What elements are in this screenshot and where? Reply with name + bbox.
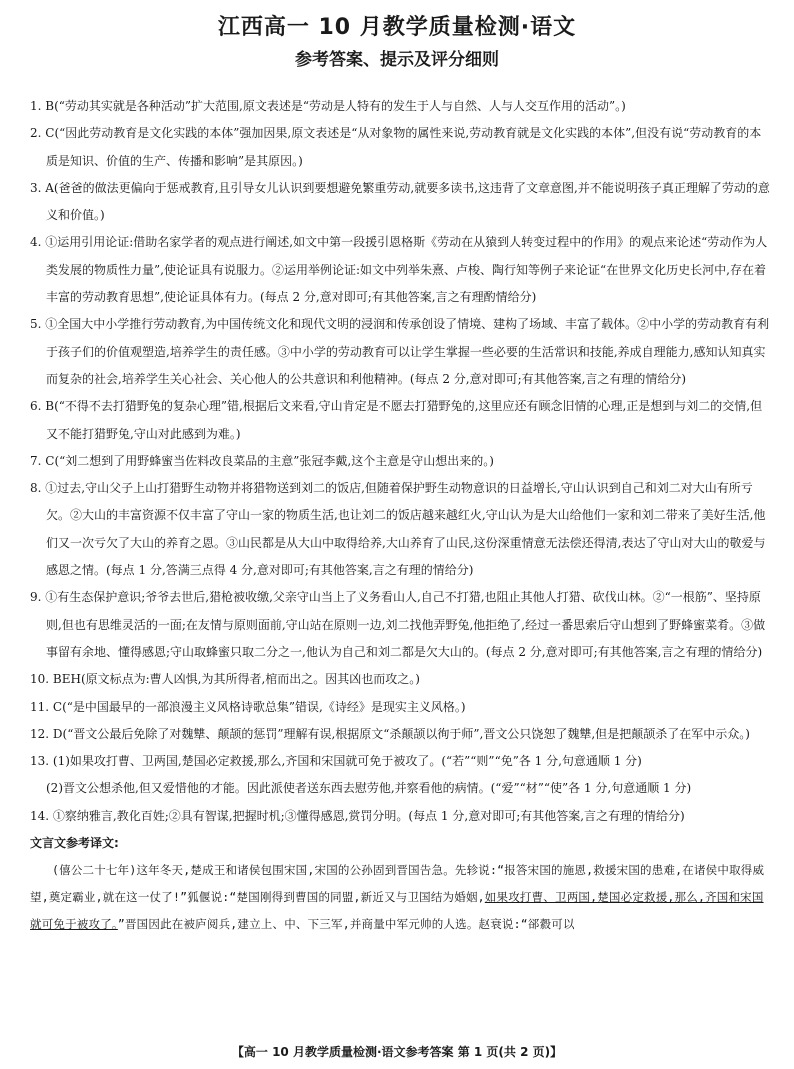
- answer-item-12: 12. D(“晋文公最后免除了对魏犨、颠颉的惩罚”理解有误,根据原文“杀颠颉以徇于师”,晋文公只饶恕了魏犨,但是把颠颉杀了在军中示众。): [30, 726, 750, 741]
- translation-text-2: ”晋国因此在被庐阅兵,建立上、中、下三军,并商量中军元帅的人选。赵衰说:“郤縠可以: [117, 917, 575, 932]
- answer-item-3: 3. A(爸爸的做法更偏向于惩戒教育,且引导女儿认识到要想避免繁重劳动,就要多读书,这违背了文章意图,并不能说明孩子真正理解了劳动的意义和价值。): [30, 180, 770, 223]
- answer-item-14: 14. ①察纳雅言,教化百姓;②具有智谋,把握时机;③懂得感恩,赏罚分明。(每点 1 分,意对即可;有其他答案,言之有理的情给分): [30, 808, 685, 823]
- page-subtitle: 参考答案、提示及评分细则: [295, 50, 499, 70]
- translation-paragraph: [30, 857, 772, 938]
- answer-list: [30, 93, 772, 938]
- answer-item-9: 9. ①有生态保护意识;爷爷去世后,猎枪被收缴,父亲守山当上了义务看山人,自己不打猎,也阻止其他人打猎、砍伐山林。②“一根筋”、坚持原则,但也有思维灵活的一面;在友情与原则面前,守山站在原则一边,刘二找他弄野兔,他拒绝了,经过一番思索后守山想到了野蜂蜜菜肴。③做事留有余地、懂得感恩;守山取蜂蜜只取二分之一,他认为自己和刘二都是欠大山的。(每点 2 分,意对即可;有其他答案,言之有理的情给分): [30, 590, 766, 659]
- answer-item-10: 10. BEH(原文标点为:曹人凶惧,为其所得者,棺而出之。因其凶也而攻之。): [30, 672, 420, 687]
- page-title: 江西高一 10 月教学质量检测·语文: [217, 15, 577, 40]
- answer-item-11: 11. C(“是中国最早的一部浪漫主义风格诗歌总集”错误,《诗经》是现实主义风格。): [30, 699, 466, 714]
- answer-item-2: 2. C(“因此劳动教育是文化实践的本体”强加因果,原文表述是“从对象物的属性来说,劳动教育就是文化实践的本体”,但没有说“劳动教育的本质是知识、价值的生产、传播和影响”是其原因。): [30, 126, 762, 168]
- translation-underlined: 如果攻打曹、卫两国,楚国必定救援,那么,齐国和宋国就可免于被攻了。: [30, 890, 764, 932]
- answer-item-13-2: (2)晋文公想杀他,但又爱惜他的才能。因此派使者送东西去慰劳他,并察看他的病情。(“爱”“材”“使”各 1 分,句意通顺 1 分): [46, 781, 692, 796]
- answer-item-4: 4. ①运用引用论证:借助名家学者的观点进行阐述,如文中第一段援引恩格斯《劳动在从猿到人转变过程中的作用》的观点来论述“劳动作为人类发展的物质性力量”,使论证具有说服力。②运用举例论证:如文中列举朱熹、卢梭、陶行知等例子来论证“在世界文化历史长河中,存在着丰富的劳动教育思想”,使论证具体有力。(每点 2 分,意对即可;有其他答案,言之有理酌情给分): [30, 235, 768, 305]
- answer-item-8: 8. ①过去,守山父子上山打猎野生动物并将猎物送到刘二的饭店,但随着保护野生动物意识的日益增长,守山认识到自己和刘二对大山有所亏欠。②大山的丰富资源不仅丰富了守山一家的物质生活,也让刘二的饭店越来越红火,守山认为是大山给他们一家和刘二带来了美好生活,他们又一次亏欠了大山的养育之恩。③山民都是从大山中取得给养,大山养育了山民,这份深重情意无法偿还得清,表达了守山对大山的敬爱与感恩之情。(每点 1 分,答满三点得 4 分,意对即可;有其他答案,言之有理的情给分): [30, 481, 766, 578]
- page-footer: 【高一 10 月教学质量检测·语文参考答案 第 1 页(共 2 页)】: [231, 1045, 563, 1059]
- translation-heading: 文言文参考译文:: [30, 836, 119, 851]
- answer-item-13-1: 13. (1)如果攻打曹、卫两国,楚国必定救援,那么,齐国和宋国就可免于被攻了。(“若”“则”“免”各 1 分,句意通顺 1 分): [30, 754, 642, 769]
- answer-item-7: 7. C(“刘二想到了用野蜂蜜当佐料改良菜品的主意”张冠李戴,这个主意是守山想出来的。): [30, 453, 494, 468]
- translation-text-1: (僖公二十七年)这年冬天,楚成王和诸侯包围宋国,宋国的公孙固到晋国告急。先轸说:“报答宋国的施恩,救援宋国的患难,在诸侯中取得威望,奠定霸业,就在这一仗了!”狐偃说:“楚国刚得到曹国的同盟,新近又与卫国结为婚姻,: [30, 863, 765, 905]
- answer-item-1: 1. B(“劳动其实就是各种活动”扩大范围,原文表述是“劳动是人特有的发生于人与自然、人与人交互作用的活动”。): [30, 99, 626, 113]
- answer-item-6: 6. B(“不得不去打猎野兔的复杂心理”错,根据后文来看,守山肯定是不愿去打猎野兔的,这里应还有顾念旧情的心理,正是想到与刘二的交情,但又不能打猎野兔,守山对此感到为难。): [30, 399, 763, 441]
- answer-item-5: 5. ①全国大中小学推行劳动教育,为中国传统文化和现代文明的浸润和传承创设了情境、建构了场域、丰富了载体。②中小学的劳动教育有利于孩子们的价值观塑造,培养学生的责任感。③中小学的劳动教育可以让学生掌握一些必要的生活常识和技能,养成自理能力,感知认知真实而复杂的社会,培养学生关心社会、关心他人的公共意识和利他精神。(每点 2 分,意对即可;有其他答案,言之有理的情给分): [30, 317, 770, 386]
